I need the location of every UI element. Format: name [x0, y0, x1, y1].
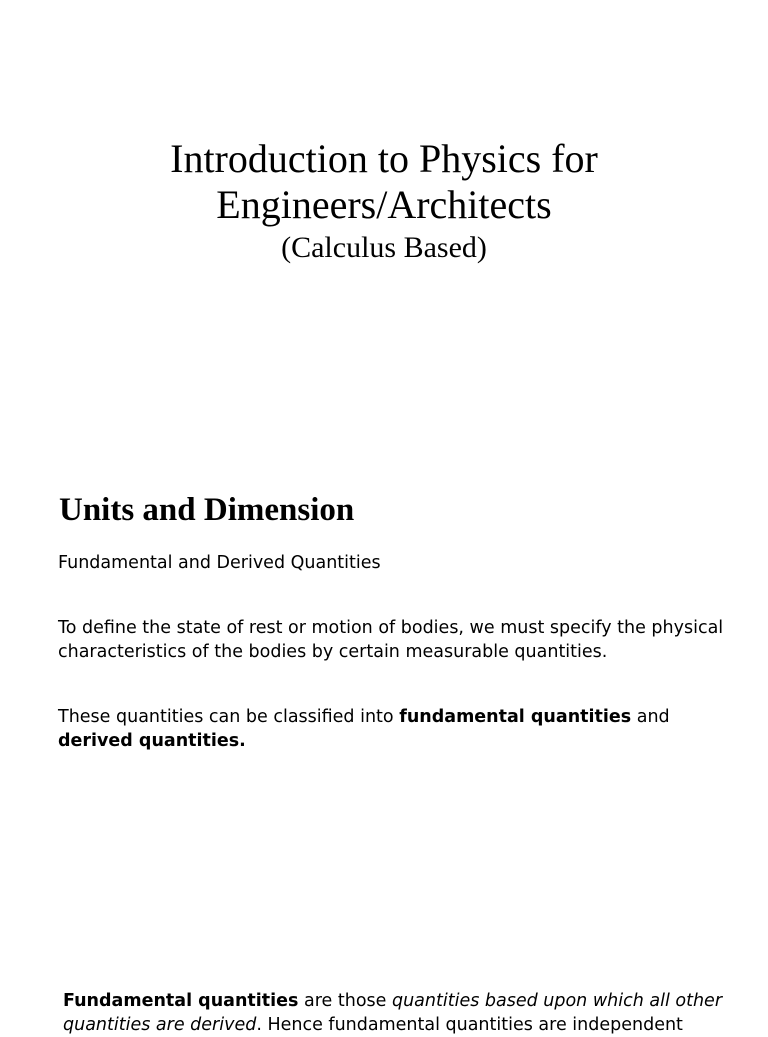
title-line-2: Engineers/Architects: [216, 182, 552, 227]
paragraph-state-definition: To define the state of rest or motion of bodies, we must specify the physical characteristics of the bodies by certain measurable quantities.: [58, 618, 724, 662]
section-subheading: Fundamental and Derived Quantities: [58, 553, 381, 573]
definition-text-1: are those: [298, 991, 392, 1011]
title-subtitle: (Calculus Based): [281, 231, 487, 264]
definition-text-2: . Hence fundamental quantities are independent: [256, 1015, 683, 1035]
title-block: [0, 136, 768, 268]
definition-italic-text: quantities based upon which all other quantities are derived: [63, 991, 723, 1035]
fundamental-quantities-label: Fundamental quantities: [63, 991, 299, 1011]
fundamental-quantities-term: fundamental quantities: [399, 707, 632, 727]
paragraph-classification: [58, 705, 738, 753]
section-heading: Units and Dimension: [59, 492, 355, 528]
derived-quantities-term: derived quantities.: [58, 731, 246, 751]
title-line-1: Introduction to Physics for: [170, 136, 598, 181]
classification-conjunction: and: [631, 707, 670, 727]
paragraph-fundamental-definition: [63, 989, 753, 1037]
classification-text: These quantities can be classified into: [58, 707, 400, 727]
